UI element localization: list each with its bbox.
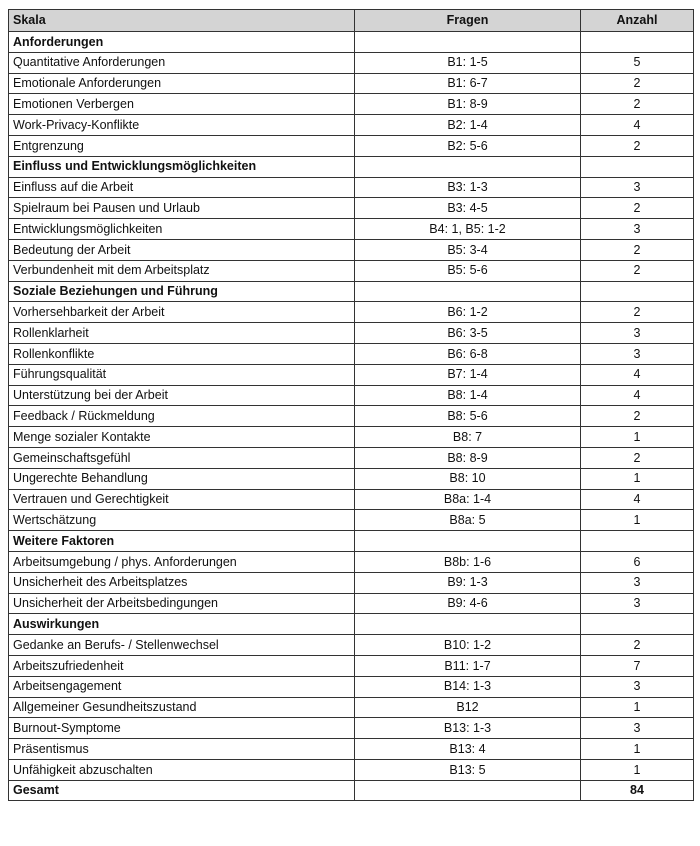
table-row xyxy=(9,177,694,198)
cell-fragen: B6: 3-5 xyxy=(355,323,581,344)
cell-skala: Soziale Beziehungen und Führung xyxy=(9,281,355,302)
cell-anzahl: 2 xyxy=(581,302,694,323)
cell-fragen: B4: 1, B5: 1-2 xyxy=(355,219,581,240)
cell-fragen xyxy=(355,780,581,801)
cell-skala: Ungerechte Behandlung xyxy=(9,468,355,489)
table-row xyxy=(9,302,694,323)
cell-fragen: B13: 5 xyxy=(355,759,581,780)
cell-fragen: B11: 1-7 xyxy=(355,655,581,676)
table-row xyxy=(9,468,694,489)
scales-table xyxy=(8,9,694,801)
cell-skala: Anforderungen xyxy=(9,32,355,53)
cell-skala: Arbeitszufriedenheit xyxy=(9,655,355,676)
cell-anzahl: 1 xyxy=(581,427,694,448)
cell-skala: Burnout-Symptome xyxy=(9,718,355,739)
cell-anzahl xyxy=(581,156,694,177)
cell-anzahl: 3 xyxy=(581,343,694,364)
cell-fragen: B10: 1-2 xyxy=(355,635,581,656)
table-row xyxy=(9,343,694,364)
cell-fragen: B13: 1-3 xyxy=(355,718,581,739)
cell-skala: Entgrenzung xyxy=(9,135,355,156)
cell-anzahl: 2 xyxy=(581,73,694,94)
cell-skala: Arbeitsumgebung / phys. Anforderungen xyxy=(9,551,355,572)
section-row xyxy=(9,531,694,552)
cell-skala: Work-Privacy-Konflikte xyxy=(9,115,355,136)
cell-skala: Unterstützung bei der Arbeit xyxy=(9,385,355,406)
cell-fragen: B1: 6-7 xyxy=(355,73,581,94)
cell-fragen: B14: 1-3 xyxy=(355,676,581,697)
cell-skala: Entwicklungsmöglichkeiten xyxy=(9,219,355,240)
cell-skala: Gedanke an Berufs- / Stellenwechsel xyxy=(9,635,355,656)
cell-fragen: B6: 6-8 xyxy=(355,343,581,364)
table-row xyxy=(9,323,694,344)
cell-anzahl: 2 xyxy=(581,94,694,115)
cell-fragen: B12 xyxy=(355,697,581,718)
section-row xyxy=(9,281,694,302)
cell-skala: Menge sozialer Kontakte xyxy=(9,427,355,448)
cell-anzahl: 3 xyxy=(581,219,694,240)
cell-anzahl: 1 xyxy=(581,759,694,780)
cell-anzahl: 4 xyxy=(581,364,694,385)
table-row xyxy=(9,593,694,614)
cell-anzahl: 3 xyxy=(581,177,694,198)
table-header-row xyxy=(9,10,694,32)
cell-anzahl: 2 xyxy=(581,406,694,427)
header-skala: Skala xyxy=(9,10,355,32)
cell-anzahl: 3 xyxy=(581,718,694,739)
cell-skala: Wertschätzung xyxy=(9,510,355,531)
cell-skala: Rollenklarheit xyxy=(9,323,355,344)
table-row xyxy=(9,510,694,531)
cell-skala: Auswirkungen xyxy=(9,614,355,635)
cell-fragen: B13: 4 xyxy=(355,739,581,760)
cell-fragen xyxy=(355,531,581,552)
cell-fragen: B8: 10 xyxy=(355,468,581,489)
table-row xyxy=(9,198,694,219)
cell-fragen: B8a: 1-4 xyxy=(355,489,581,510)
cell-anzahl: 6 xyxy=(581,551,694,572)
table-row xyxy=(9,697,694,718)
cell-anzahl: 2 xyxy=(581,198,694,219)
total-row xyxy=(9,780,694,801)
cell-fragen: B8: 5-6 xyxy=(355,406,581,427)
table-row xyxy=(9,635,694,656)
cell-skala: Quantitative Anforderungen xyxy=(9,52,355,73)
cell-fragen: B1: 8-9 xyxy=(355,94,581,115)
cell-fragen: B2: 1-4 xyxy=(355,115,581,136)
table-row xyxy=(9,385,694,406)
cell-fragen: B3: 4-5 xyxy=(355,198,581,219)
cell-anzahl: 2 xyxy=(581,135,694,156)
cell-fragen: B8: 7 xyxy=(355,427,581,448)
cell-skala: Feedback / Rückmeldung xyxy=(9,406,355,427)
cell-anzahl: 5 xyxy=(581,52,694,73)
cell-skala: Emotionen Verbergen xyxy=(9,94,355,115)
cell-skala: Einfluss und Entwicklungsmöglichkeiten xyxy=(9,156,355,177)
cell-skala: Präsentismus xyxy=(9,739,355,760)
cell-skala: Emotionale Anforderungen xyxy=(9,73,355,94)
table-row xyxy=(9,94,694,115)
table-row xyxy=(9,759,694,780)
cell-fragen: B1: 1-5 xyxy=(355,52,581,73)
cell-fragen: B2: 5-6 xyxy=(355,135,581,156)
table-row xyxy=(9,572,694,593)
cell-fragen: B3: 1-3 xyxy=(355,177,581,198)
table-row xyxy=(9,739,694,760)
table-row xyxy=(9,260,694,281)
cell-fragen xyxy=(355,156,581,177)
cell-anzahl: 1 xyxy=(581,510,694,531)
cell-anzahl: 7 xyxy=(581,655,694,676)
cell-skala: Spielraum bei Pausen und Urlaub xyxy=(9,198,355,219)
cell-fragen: B8: 1-4 xyxy=(355,385,581,406)
table-row xyxy=(9,447,694,468)
cell-skala: Vertrauen und Gerechtigkeit xyxy=(9,489,355,510)
table-row xyxy=(9,239,694,260)
table-row xyxy=(9,115,694,136)
cell-fragen: B7: 1-4 xyxy=(355,364,581,385)
cell-anzahl: 4 xyxy=(581,385,694,406)
cell-anzahl: 1 xyxy=(581,739,694,760)
cell-anzahl: 3 xyxy=(581,676,694,697)
table-body xyxy=(9,32,694,801)
cell-anzahl: 3 xyxy=(581,323,694,344)
cell-skala: Verbundenheit mit dem Arbeitsplatz xyxy=(9,260,355,281)
table-row xyxy=(9,718,694,739)
cell-anzahl: 2 xyxy=(581,239,694,260)
table-row xyxy=(9,219,694,240)
cell-skala: Führungsqualität xyxy=(9,364,355,385)
cell-fragen: B9: 4-6 xyxy=(355,593,581,614)
cell-fragen: B5: 5-6 xyxy=(355,260,581,281)
cell-fragen xyxy=(355,32,581,53)
cell-skala: Weitere Faktoren xyxy=(9,531,355,552)
cell-skala: Allgemeiner Gesundheitszustand xyxy=(9,697,355,718)
cell-anzahl: 2 xyxy=(581,635,694,656)
cell-anzahl: 4 xyxy=(581,489,694,510)
cell-skala: Rollenkonflikte xyxy=(9,343,355,364)
cell-fragen xyxy=(355,281,581,302)
cell-fragen: B5: 3-4 xyxy=(355,239,581,260)
cell-anzahl: 3 xyxy=(581,593,694,614)
cell-skala: Unsicherheit der Arbeitsbedingungen xyxy=(9,593,355,614)
header-anzahl: Anzahl xyxy=(581,10,694,32)
cell-anzahl: 3 xyxy=(581,572,694,593)
section-row xyxy=(9,614,694,635)
table-row xyxy=(9,489,694,510)
table-row xyxy=(9,135,694,156)
cell-anzahl: 2 xyxy=(581,447,694,468)
table-row xyxy=(9,406,694,427)
cell-anzahl xyxy=(581,32,694,53)
cell-anzahl: 2 xyxy=(581,260,694,281)
cell-anzahl: 84 xyxy=(581,780,694,801)
cell-fragen: B9: 1-3 xyxy=(355,572,581,593)
cell-anzahl: 1 xyxy=(581,697,694,718)
cell-fragen xyxy=(355,614,581,635)
table-row xyxy=(9,73,694,94)
cell-anzahl xyxy=(581,614,694,635)
cell-skala: Unsicherheit des Arbeitsplatzes xyxy=(9,572,355,593)
table-row xyxy=(9,364,694,385)
cell-skala: Unfähigkeit abzuschalten xyxy=(9,759,355,780)
cell-skala: Gemeinschaftsgefühl xyxy=(9,447,355,468)
cell-anzahl xyxy=(581,281,694,302)
table-row xyxy=(9,655,694,676)
cell-fragen: B8: 8-9 xyxy=(355,447,581,468)
table-row xyxy=(9,52,694,73)
table-row xyxy=(9,551,694,572)
cell-skala: Arbeitsengagement xyxy=(9,676,355,697)
cell-skala: Vorhersehbarkeit der Arbeit xyxy=(9,302,355,323)
cell-fragen: B6: 1-2 xyxy=(355,302,581,323)
cell-skala: Einfluss auf die Arbeit xyxy=(9,177,355,198)
section-row xyxy=(9,156,694,177)
header-fragen: Fragen xyxy=(355,10,581,32)
cell-anzahl: 4 xyxy=(581,115,694,136)
cell-anzahl: 1 xyxy=(581,468,694,489)
table-row xyxy=(9,676,694,697)
cell-skala: Bedeutung der Arbeit xyxy=(9,239,355,260)
cell-fragen: B8a: 5 xyxy=(355,510,581,531)
cell-skala: Gesamt xyxy=(9,780,355,801)
table-row xyxy=(9,427,694,448)
cell-anzahl xyxy=(581,531,694,552)
section-row xyxy=(9,32,694,53)
cell-fragen: B8b: 1-6 xyxy=(355,551,581,572)
